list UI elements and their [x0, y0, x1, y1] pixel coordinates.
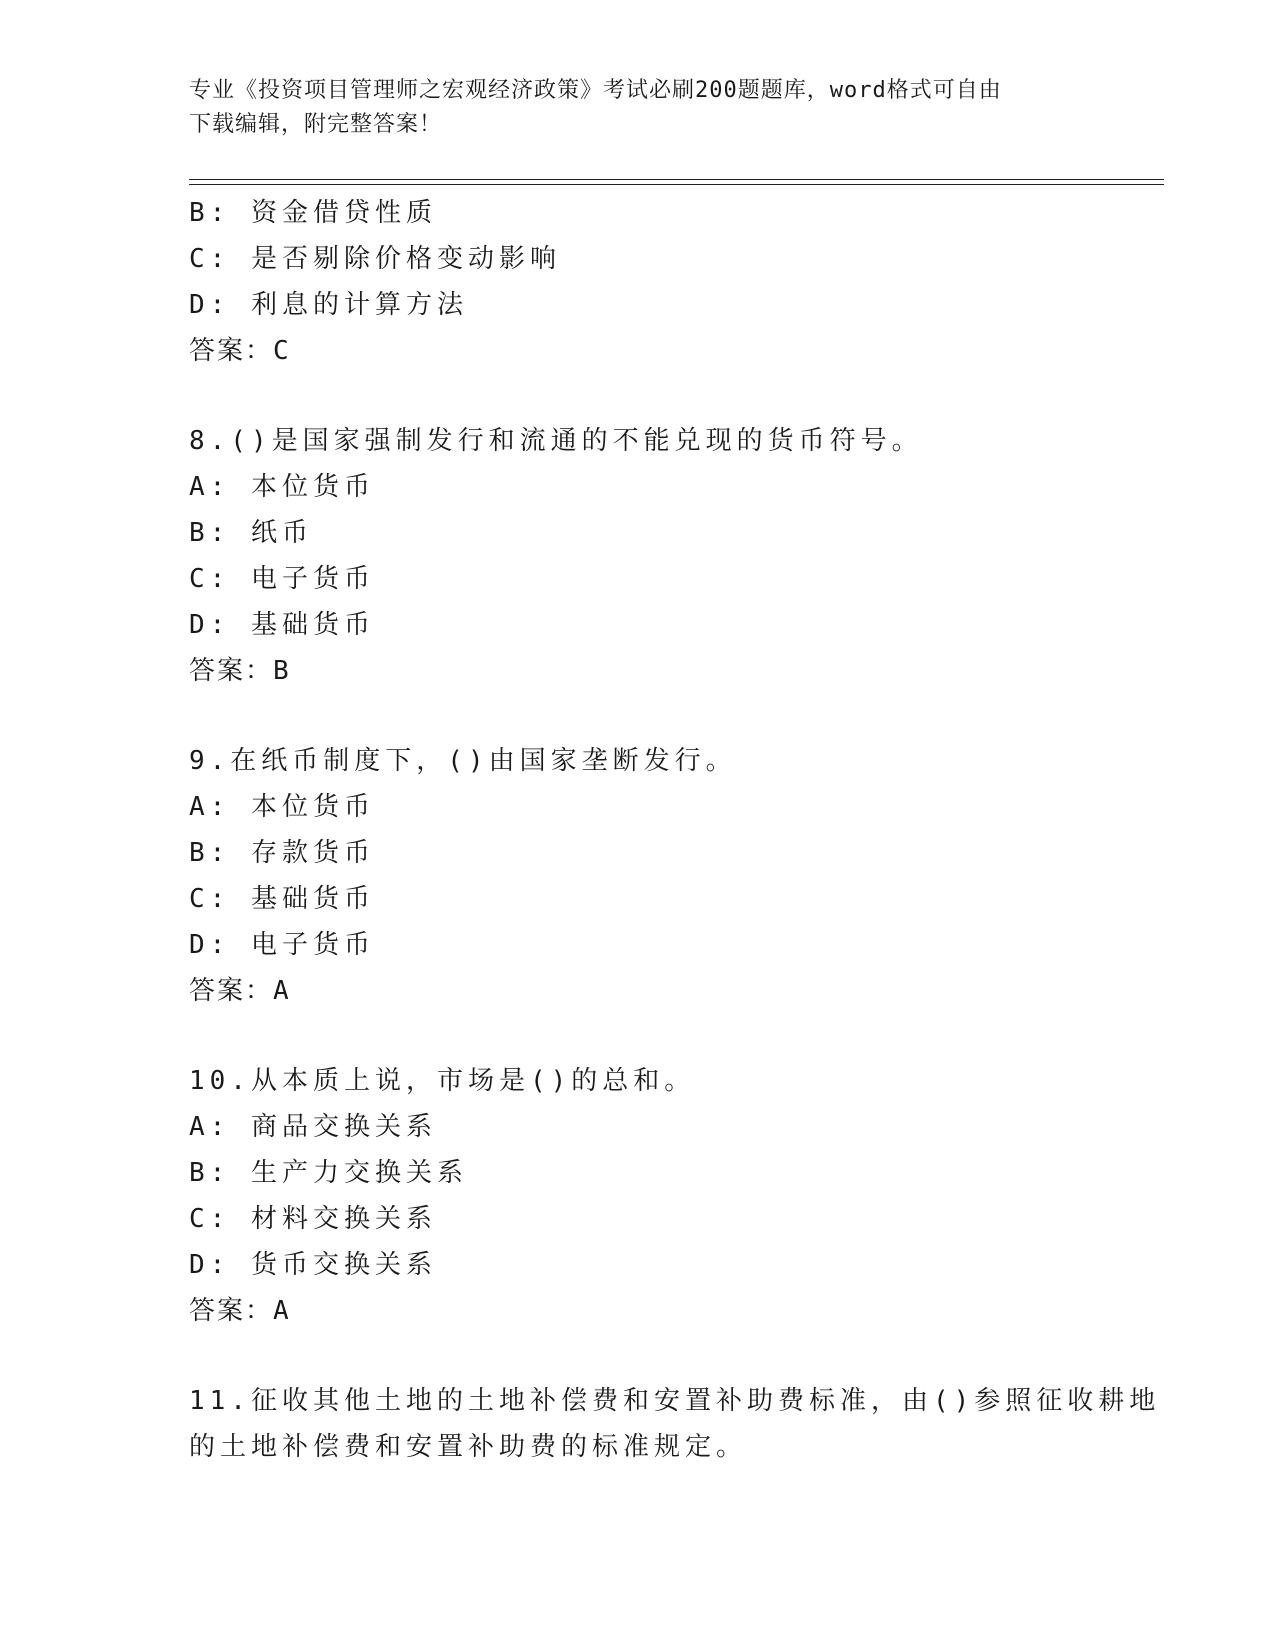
spacer	[189, 694, 1089, 738]
answer-line: 答案：A	[189, 1296, 291, 1326]
option-line: B: 存款货币	[189, 838, 375, 868]
question-content	[189, 190, 1161, 1470]
option-line: A: 本位货币	[189, 472, 375, 502]
option-line: A: 本位货币	[189, 792, 375, 822]
option-line: A: 商品交换关系	[189, 1112, 437, 1142]
option-line: B: 生产力交换关系	[189, 1158, 468, 1188]
option-line: B: 纸币	[189, 518, 313, 548]
document-header	[189, 74, 1069, 142]
header-line-2: 下载编辑，附完整答案！	[189, 112, 443, 137]
question-stem-continuation: 的土地补偿费和安置补助费的标准规定。	[189, 1432, 748, 1462]
option-line: D: 电子货币	[189, 930, 375, 960]
answer-line: 答案：C	[189, 336, 291, 366]
option-line: C: 材料交换关系	[189, 1204, 437, 1234]
header-line-1: 专业《投资项目管理师之宏观经济政策》考试必刷200题题库，word格式可自由	[189, 78, 1002, 103]
option-line: D: 利息的计算方法	[189, 290, 468, 320]
question-10	[189, 1058, 1089, 1334]
question-8	[189, 418, 1089, 694]
answer-line: 答案：A	[189, 976, 291, 1006]
question-7-continuation	[189, 190, 1089, 374]
option-line: C: 是否剔除价格变动影响	[189, 244, 561, 274]
question-stem: 9.在纸币制度下，()由国家垄断发行。	[189, 746, 737, 776]
option-line: B: 资金借贷性质	[189, 198, 437, 228]
answer-line: 答案：B	[189, 656, 291, 686]
option-line: D: 货币交换关系	[189, 1250, 437, 1280]
header-divider-bottom	[189, 184, 1164, 185]
question-stem: 10.从本质上说，市场是()的总和。	[189, 1066, 696, 1096]
option-line: C: 电子货币	[189, 564, 375, 594]
spacer	[189, 1334, 1089, 1378]
question-11	[189, 1378, 1161, 1470]
header-divider-top	[189, 179, 1164, 180]
question-9	[189, 738, 1089, 1014]
question-stem: 11.征收其他土地的土地补偿费和安置补助费标准，由()参照征收耕地	[189, 1386, 1161, 1416]
option-line: C: 基础货币	[189, 884, 375, 914]
question-stem: 8.()是国家强制发行和流通的不能兑现的货币符号。	[189, 426, 923, 456]
spacer	[189, 374, 1089, 418]
option-line: D: 基础货币	[189, 610, 375, 640]
spacer	[189, 1014, 1089, 1058]
